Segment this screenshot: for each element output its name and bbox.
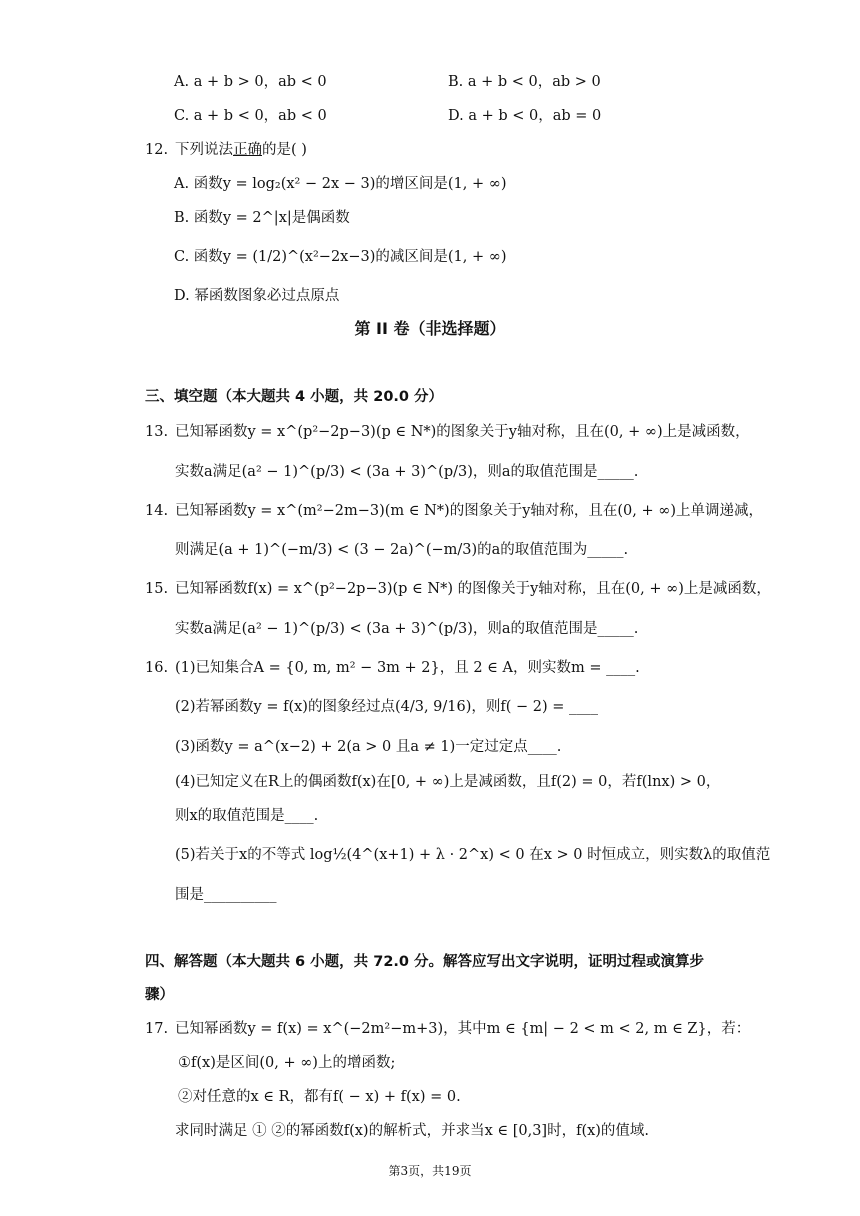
- q17-text1: 已知幂函数y = f(x) = x^(−2m²−m+3)，其中m ∈ {m| − 2 < m < 2, m ∈ Z}，若：: [175, 1021, 751, 1037]
- q16-part2: (2)若幂函数y = f(x)的图象经过点(4/3, 9/16)，则f( − 2) = ____: [175, 699, 599, 715]
- q14-line2: 则满足(a + 1)^(−m/3) < (3 − 2a)^(−m/3)的a的取值范围为_____.: [175, 542, 629, 558]
- q16-part3: (3)函数y = a^(x−2) + 2(a > 0 且a ≠ 1)一定过定点____.: [175, 739, 562, 755]
- q12-number: 12.: [145, 142, 169, 158]
- q17-condition2: ②对任意的x ∈ R，都有f( − x) + f(x) = 0.: [178, 1089, 461, 1105]
- q12-stem-post: 的是( ): [262, 142, 307, 158]
- q17-condition1: ①f(x)是区间(0, + ∞)上的增函数;: [178, 1055, 396, 1071]
- q15-line2: 实数a满足(a² − 1)^(p/3) < (3a + 3)^(p/3)，则a的取值范围是_____.: [175, 621, 639, 637]
- q16-part1-text: (1)已知集合A = {0, m, m² − 3m + 2}，且 2 ∈ A，则实数m = ____.: [175, 660, 640, 676]
- q15-line1: [145, 579, 771, 599]
- section4-title: 四、解答题（本大题共 6 小题，共 72.0 分。解答应写出文字说明，证明过程或演算步: [145, 954, 705, 970]
- q13-text1: 已知幂函数y = x^(p²−2p−3)(p ∈ N*)的图象关于y轴对称，且在(0, + ∞)上是减函数，: [175, 424, 750, 440]
- section4-title-cont: 骤）: [145, 987, 174, 1003]
- volume-title: 第 II 卷（非选择题）: [354, 319, 506, 338]
- q12-stem-pre: 下列说法: [175, 142, 233, 158]
- q11-option-d: D. a + b < 0，ab = 0: [448, 108, 602, 124]
- q13-line2: 实数a满足(a² − 1)^(p/3) < (3a + 3)^(p/3)，则a的取值范围是_____.: [175, 464, 639, 480]
- q16-part5-cont: 围是__________: [175, 887, 277, 903]
- q12-option-b: B. 函数y = 2^|x|是偶函数: [174, 210, 350, 226]
- q13-number: 13.: [145, 424, 169, 440]
- q17-line1: [145, 1019, 750, 1039]
- q11-option-b: B. a + b < 0，ab > 0: [448, 74, 601, 90]
- q16-part4-cont: 则x的取值范围是____.: [175, 808, 319, 824]
- q16-part5: (5)若关于x的不等式 log½(4^(x+1) + λ · 2^x) < 0 在x > 0 时恒成立，则实数λ的取值范: [175, 847, 771, 863]
- q15-number: 15.: [145, 581, 169, 597]
- q17-line2: 求同时满足 ① ②的幂函数f(x)的解析式，并求当x ∈ [0,3]时，f(x)的值域.: [175, 1123, 650, 1139]
- q12-stem-underlined: 正确: [233, 142, 262, 158]
- q12-option-a: A. 函数y = log₂(x² − 2x − 3)的增区间是(1, + ∞): [174, 176, 507, 192]
- q16-part1: [145, 658, 640, 678]
- section3-title: 三、填空题（本大题共 4 小题，共 20.0 分）: [145, 389, 444, 405]
- page-footer: 第3页，共19页: [388, 1164, 472, 1178]
- q13-line1: [145, 422, 750, 442]
- q16-number: 16.: [145, 660, 169, 676]
- q16-part4: (4)已知定义在R上的偶函数f(x)在[0, + ∞)上是减函数，且f(2) = 0，若f(lnx) > 0，: [175, 774, 721, 790]
- q11-option-a: A. a + b > 0，ab < 0: [174, 74, 327, 90]
- q12-stem: [145, 140, 307, 160]
- q15-text1: 已知幂函数f(x) = x^(p²−2p−3)(p ∈ N*) 的图像关于y轴对称，且在(0, + ∞)上是减函数，: [175, 581, 771, 597]
- q12-option-c: C. 函数y = (1/2)^(x²−2x−3)的减区间是(1, + ∞): [174, 249, 507, 265]
- q14-number: 14.: [145, 503, 169, 519]
- q12-option-d: D. 幂函数图象必过点原点: [174, 288, 340, 304]
- q17-number: 17.: [145, 1021, 169, 1037]
- q14-line1: [145, 501, 763, 521]
- q11-option-c: C. a + b < 0，ab < 0: [174, 108, 327, 124]
- q14-text1: 已知幂函数y = x^(m²−2m−3)(m ∈ N*)的图象关于y轴对称，且在(0, + ∞)上单调递减，: [175, 503, 763, 519]
